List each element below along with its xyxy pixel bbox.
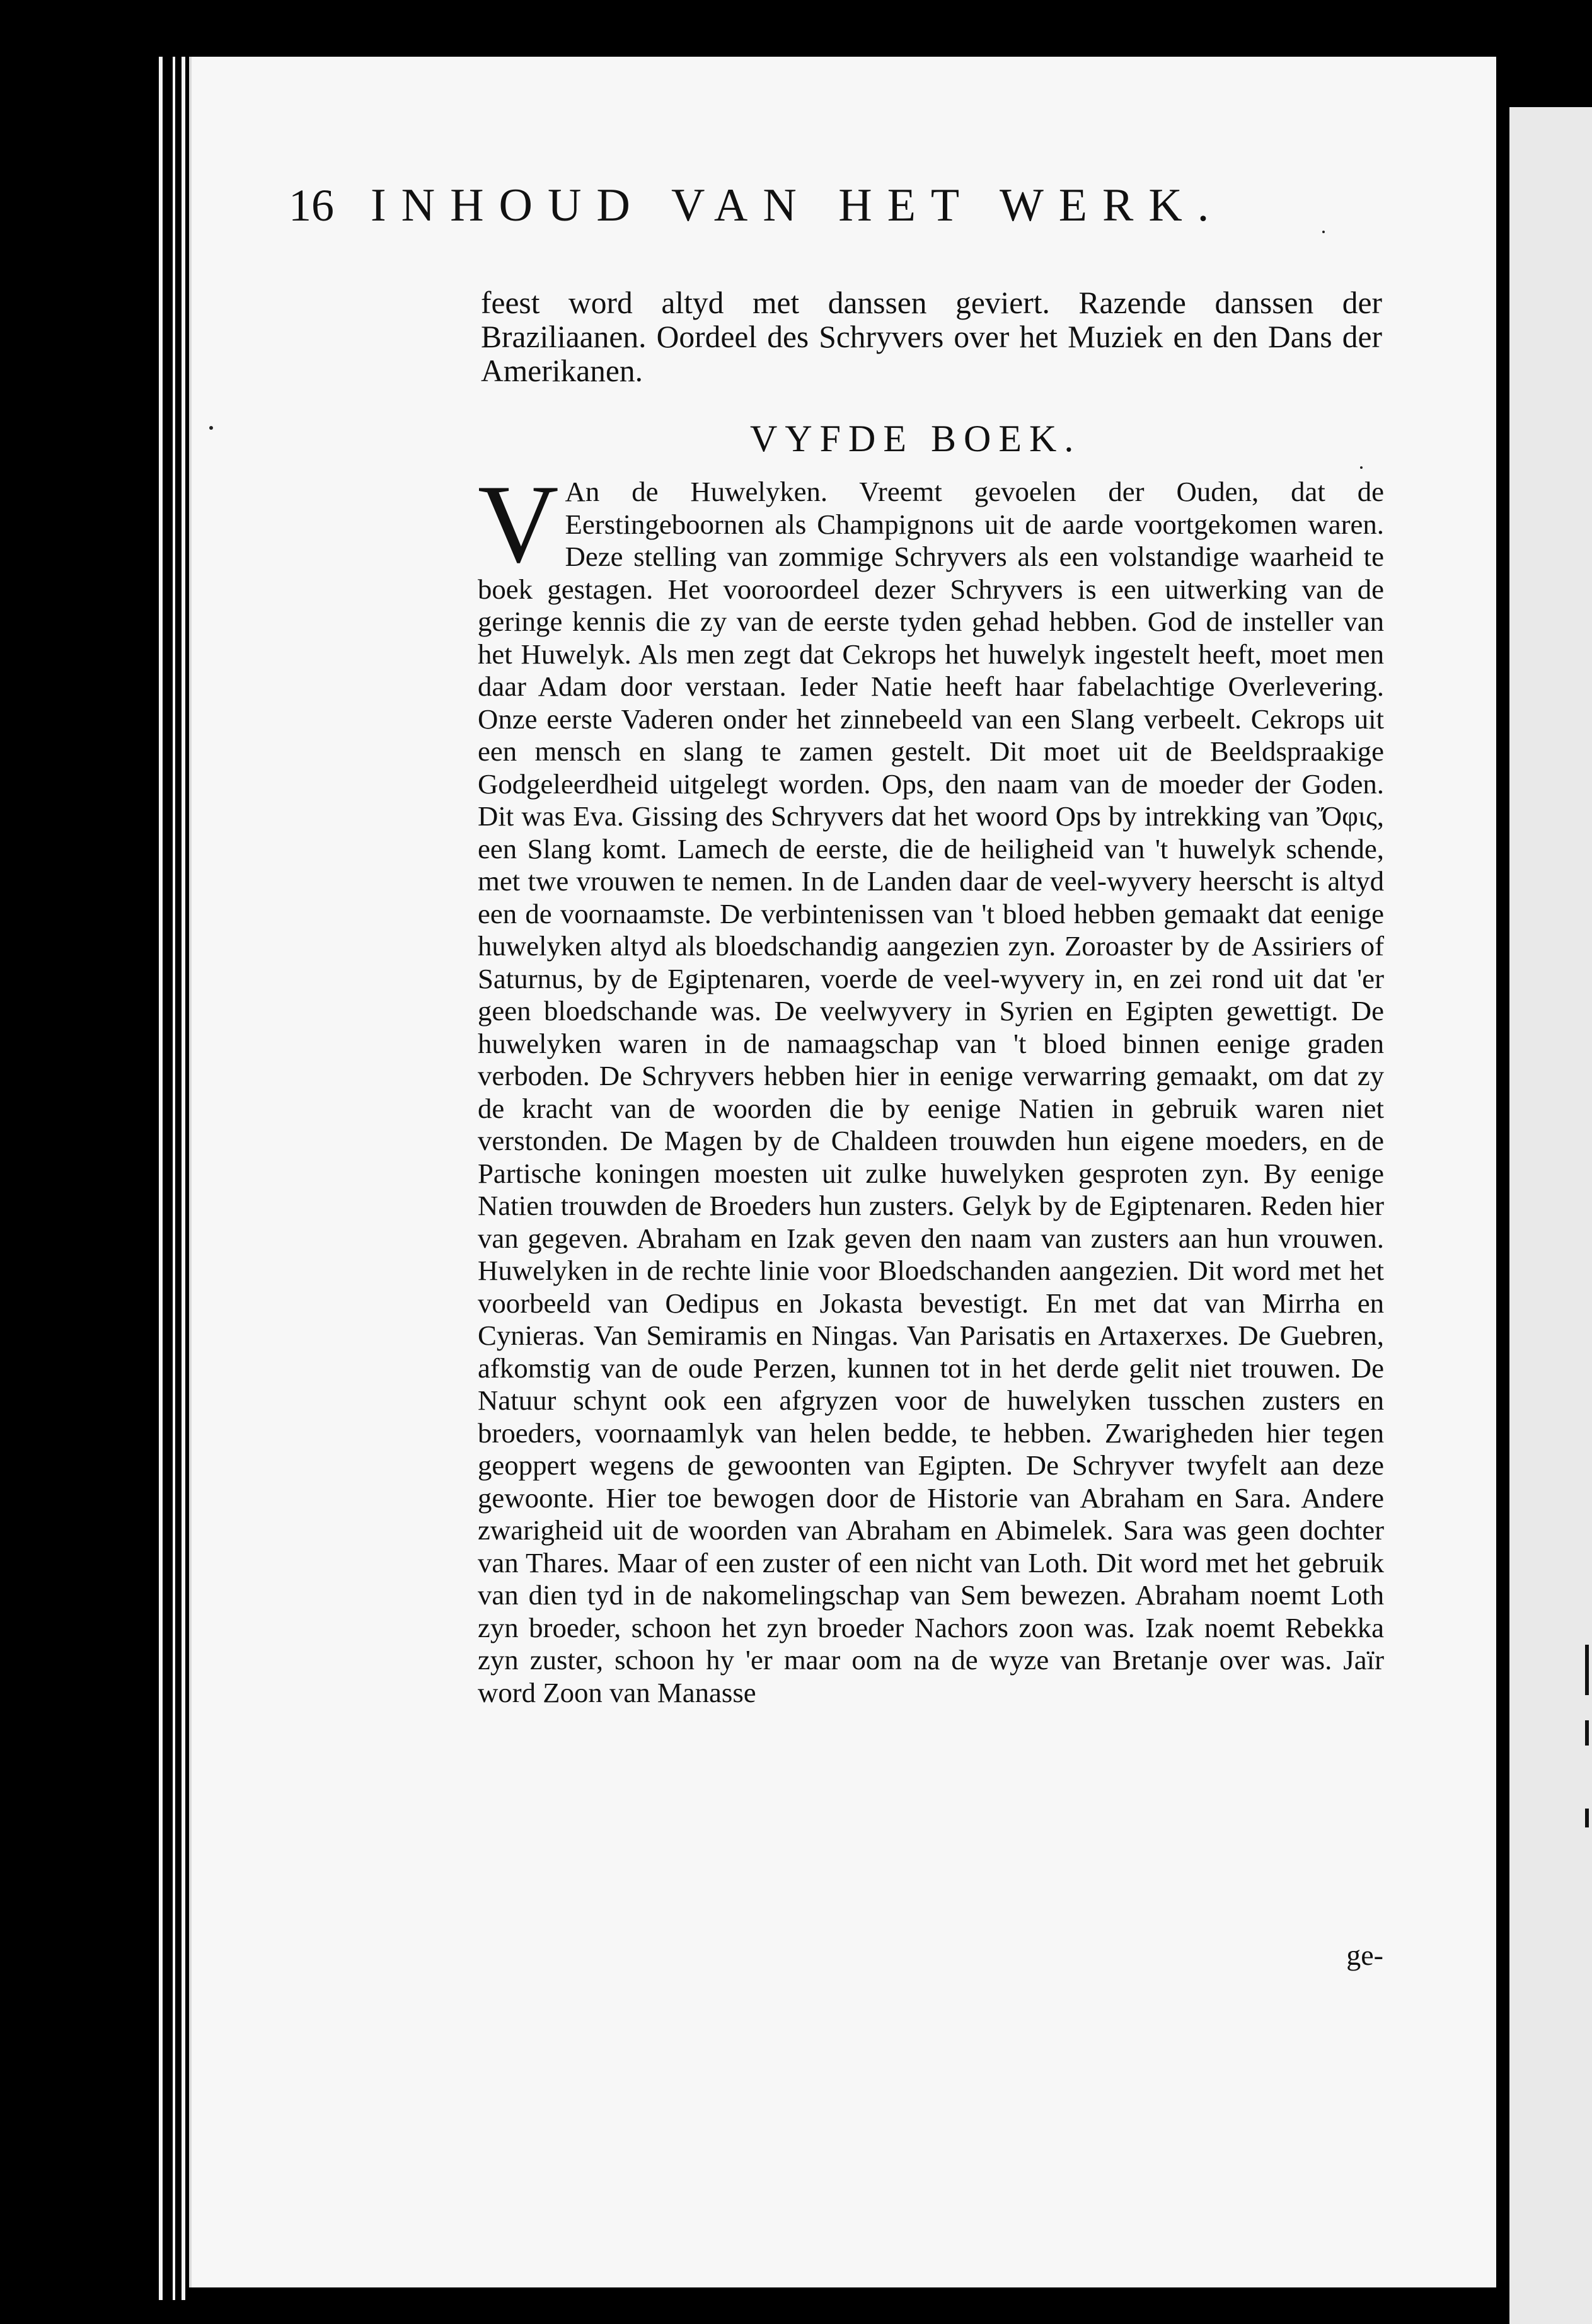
running-title: INHOUD VAN HET WERK. xyxy=(371,180,1225,231)
intro-paragraph: feest word altyd met danssen geviert. Razende danssen der Braziliaanen. Oordeel des Schryvers over het Muziek en den Dans der Amerikanen. xyxy=(481,285,1382,388)
drop-cap: V xyxy=(478,461,559,586)
catchword: ge- xyxy=(1346,1939,1383,1971)
section-heading: VYFDE BOEK. xyxy=(750,418,1082,459)
ink-speck xyxy=(209,426,213,430)
ink-speck xyxy=(1360,466,1363,469)
running-header xyxy=(289,179,1288,248)
body-paragraph xyxy=(478,461,1384,1709)
book-binding-edge xyxy=(140,57,190,2300)
ink-speck xyxy=(1322,231,1325,233)
body-text: An de Huwelyken. Vreemt gevoelen der Ouden, dat de Eerstingeboornen als Champignons uit de aarde voortgekomen waren. Deze stelling van zommige Schryvers als een volstandige waarheid te boek gestagen. Het vooroordeel dezer Schryvers is een uitwerking van de geringe kennis die zy van de eerste tyden gehad hebben. God de insteller van het Huwelyk. Als men zegt dat Cekrops het huwelyk ingestelt heeft, moet men daar Adam door verstaan. Ieder Natie heeft haar fabelachtige Overlevering. Onze eerste Vaderen onder het zinnebeeld van een Slang verbeelt. Cekrops uit een mensch en slang te zamen gestelt. Dit moet uit de Beeldspraakige Godgeleerdheid uitgelegt worden. Ops, den naam van de moeder der Goden. Dit was Eva. Gissing des Schryvers dat het woord Ops by intrekking van Ὄφις, een Slang komt. Lamech de eerste, die de heiligheid van 't huwelyk schende, met twe vrouwen te nemen. In de Landen daar de veel-wyvery heerscht is altyd een de voornaamste. De verbintenissen van 't bloed hebben gemaakt dat eenige huwelyken altyd als bloedschandig aangezien zyn. Zoroaster by de Assiriers of Saturnus, by de Egiptenaren, voerde de veel-wyvery in, en zei rond uit dat 'er geen bloedschande was. De veelwyvery in Syrien en Egipten gewettigt. De huwelyken waren in de namaagschap van 't bloed binnen eenige graden verboden. De Schryvers hebben hier in eenige verwarring gemaakt, om dat zy de kracht van de woorden die by eenige Natien in gebruik waren niet verstonden. De Magen by de Chaldeen trouwden hun eigene moeders, en de Partische koningen moesten uit zulke huwelyken gesproten zyn. By eenige Natien trouwden de Broeders hun zusters. Gelyk by de Egiptenaren. Reden hier van gegeven. Abraham en Izak geven den naam van zusters aan hun vrouwen. Huwelyken in de rechte linie voor Bloedschanden aangezien. Dit word met het voorbeeld van Oedipus en Jokasta bevestigt. En met dat van Mirrha en Cynieras. Van Semiramis en Ningas. Van Parisatis en Artaxerxes. De Guebren, afkomstig van de oude Perzen, kunnen tot in het derde gelit niet trouwen. De Natuur schynt ook een afgryzen voor de huwelyken tusschen zusters en broeders, voornaamlyk van helen bedde, te hebben. Zwarigheden hier tegen geoppert wegens de gewoonten van Egipten. De Schryver twyfelt aan deze gewoonte. Hier toe bewogen door de Historie van Abraham en Sara. Andere zwarigheid uit de woorden van Abraham en Abimelek. Sara was geen dochter van Thares. Maar of een zuster of een nicht van Loth. Dit word met het gebruik van dien tyd in de nakomelingschap van Sem bewezen. Abraham noemt Loth zyn broeder, schoon het zyn broeder Nachors zoon was. Izak noemt Rebekka zyn zuster, schoon hy 'er maar oom na de wyze van Bretanje over was. Jaïr word Zoon van Manasse xyxy=(478,476,1384,1708)
page-number: 16 xyxy=(289,180,334,231)
adjacent-page-edge xyxy=(1509,107,1592,2324)
